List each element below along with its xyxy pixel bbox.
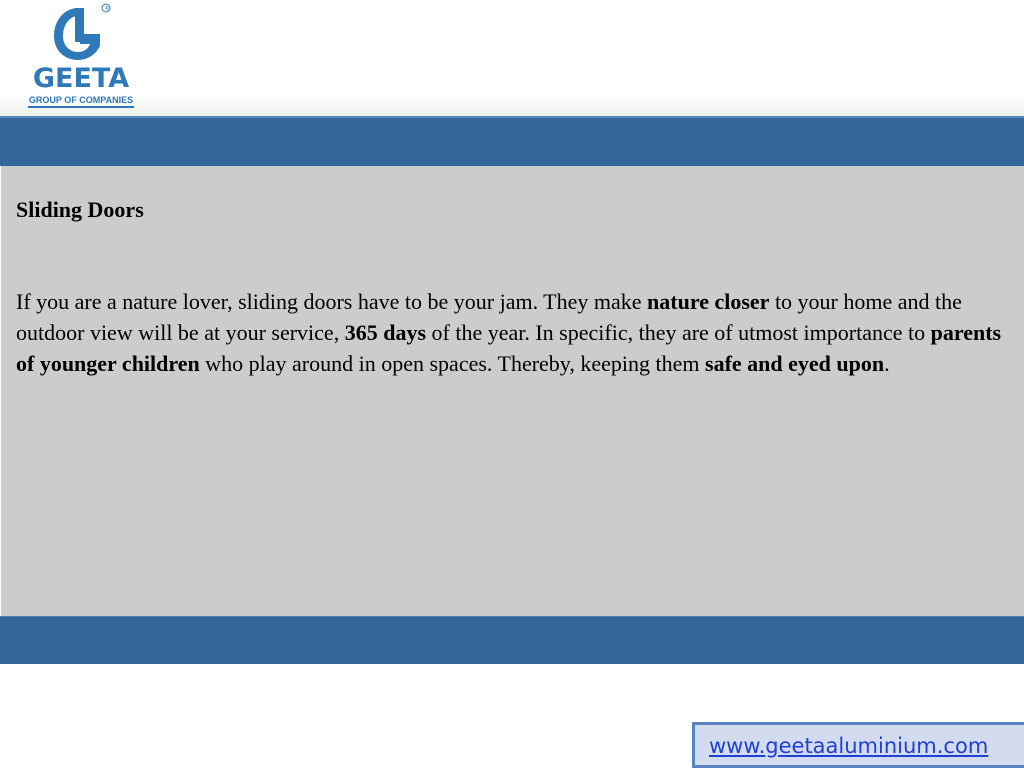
emphasis-text: safe and eyed upon (705, 351, 885, 376)
registered-mark: ® (104, 5, 110, 13)
paragraph-text: of the year. In specific, they are of utmost importance to (426, 320, 931, 345)
paragraph-text: If you are a nature lover, sliding doors have to be your jam. They make (16, 289, 648, 314)
paragraph-text: who play around in open spaces. Thereby, keeping them (199, 351, 706, 376)
emphasis-text: nature closer (647, 289, 770, 314)
emphasis-text: parents of younger children (16, 320, 1002, 376)
top-band (0, 116, 1024, 166)
geeta-g-logo-icon (48, 2, 112, 64)
content-panel (1, 166, 1024, 616)
paragraph-text: to your home and the outdoor view will be at your service, (16, 289, 962, 345)
content-title: Sliding Doors (16, 197, 144, 222)
emphasis-text: 365 days (344, 320, 426, 345)
paragraph-text: . (884, 351, 890, 376)
header (0, 0, 1024, 116)
logo-wordmark: GEETA (32, 63, 130, 94)
website-link[interactable]: www.geetaaluminium.com (709, 734, 989, 758)
website-box (692, 722, 1024, 768)
bottom-band (0, 616, 1024, 664)
content-paragraph (16, 286, 1006, 379)
logo-tagline: GROUP OF COMPANIES (28, 95, 134, 108)
company-logo (22, 2, 138, 110)
